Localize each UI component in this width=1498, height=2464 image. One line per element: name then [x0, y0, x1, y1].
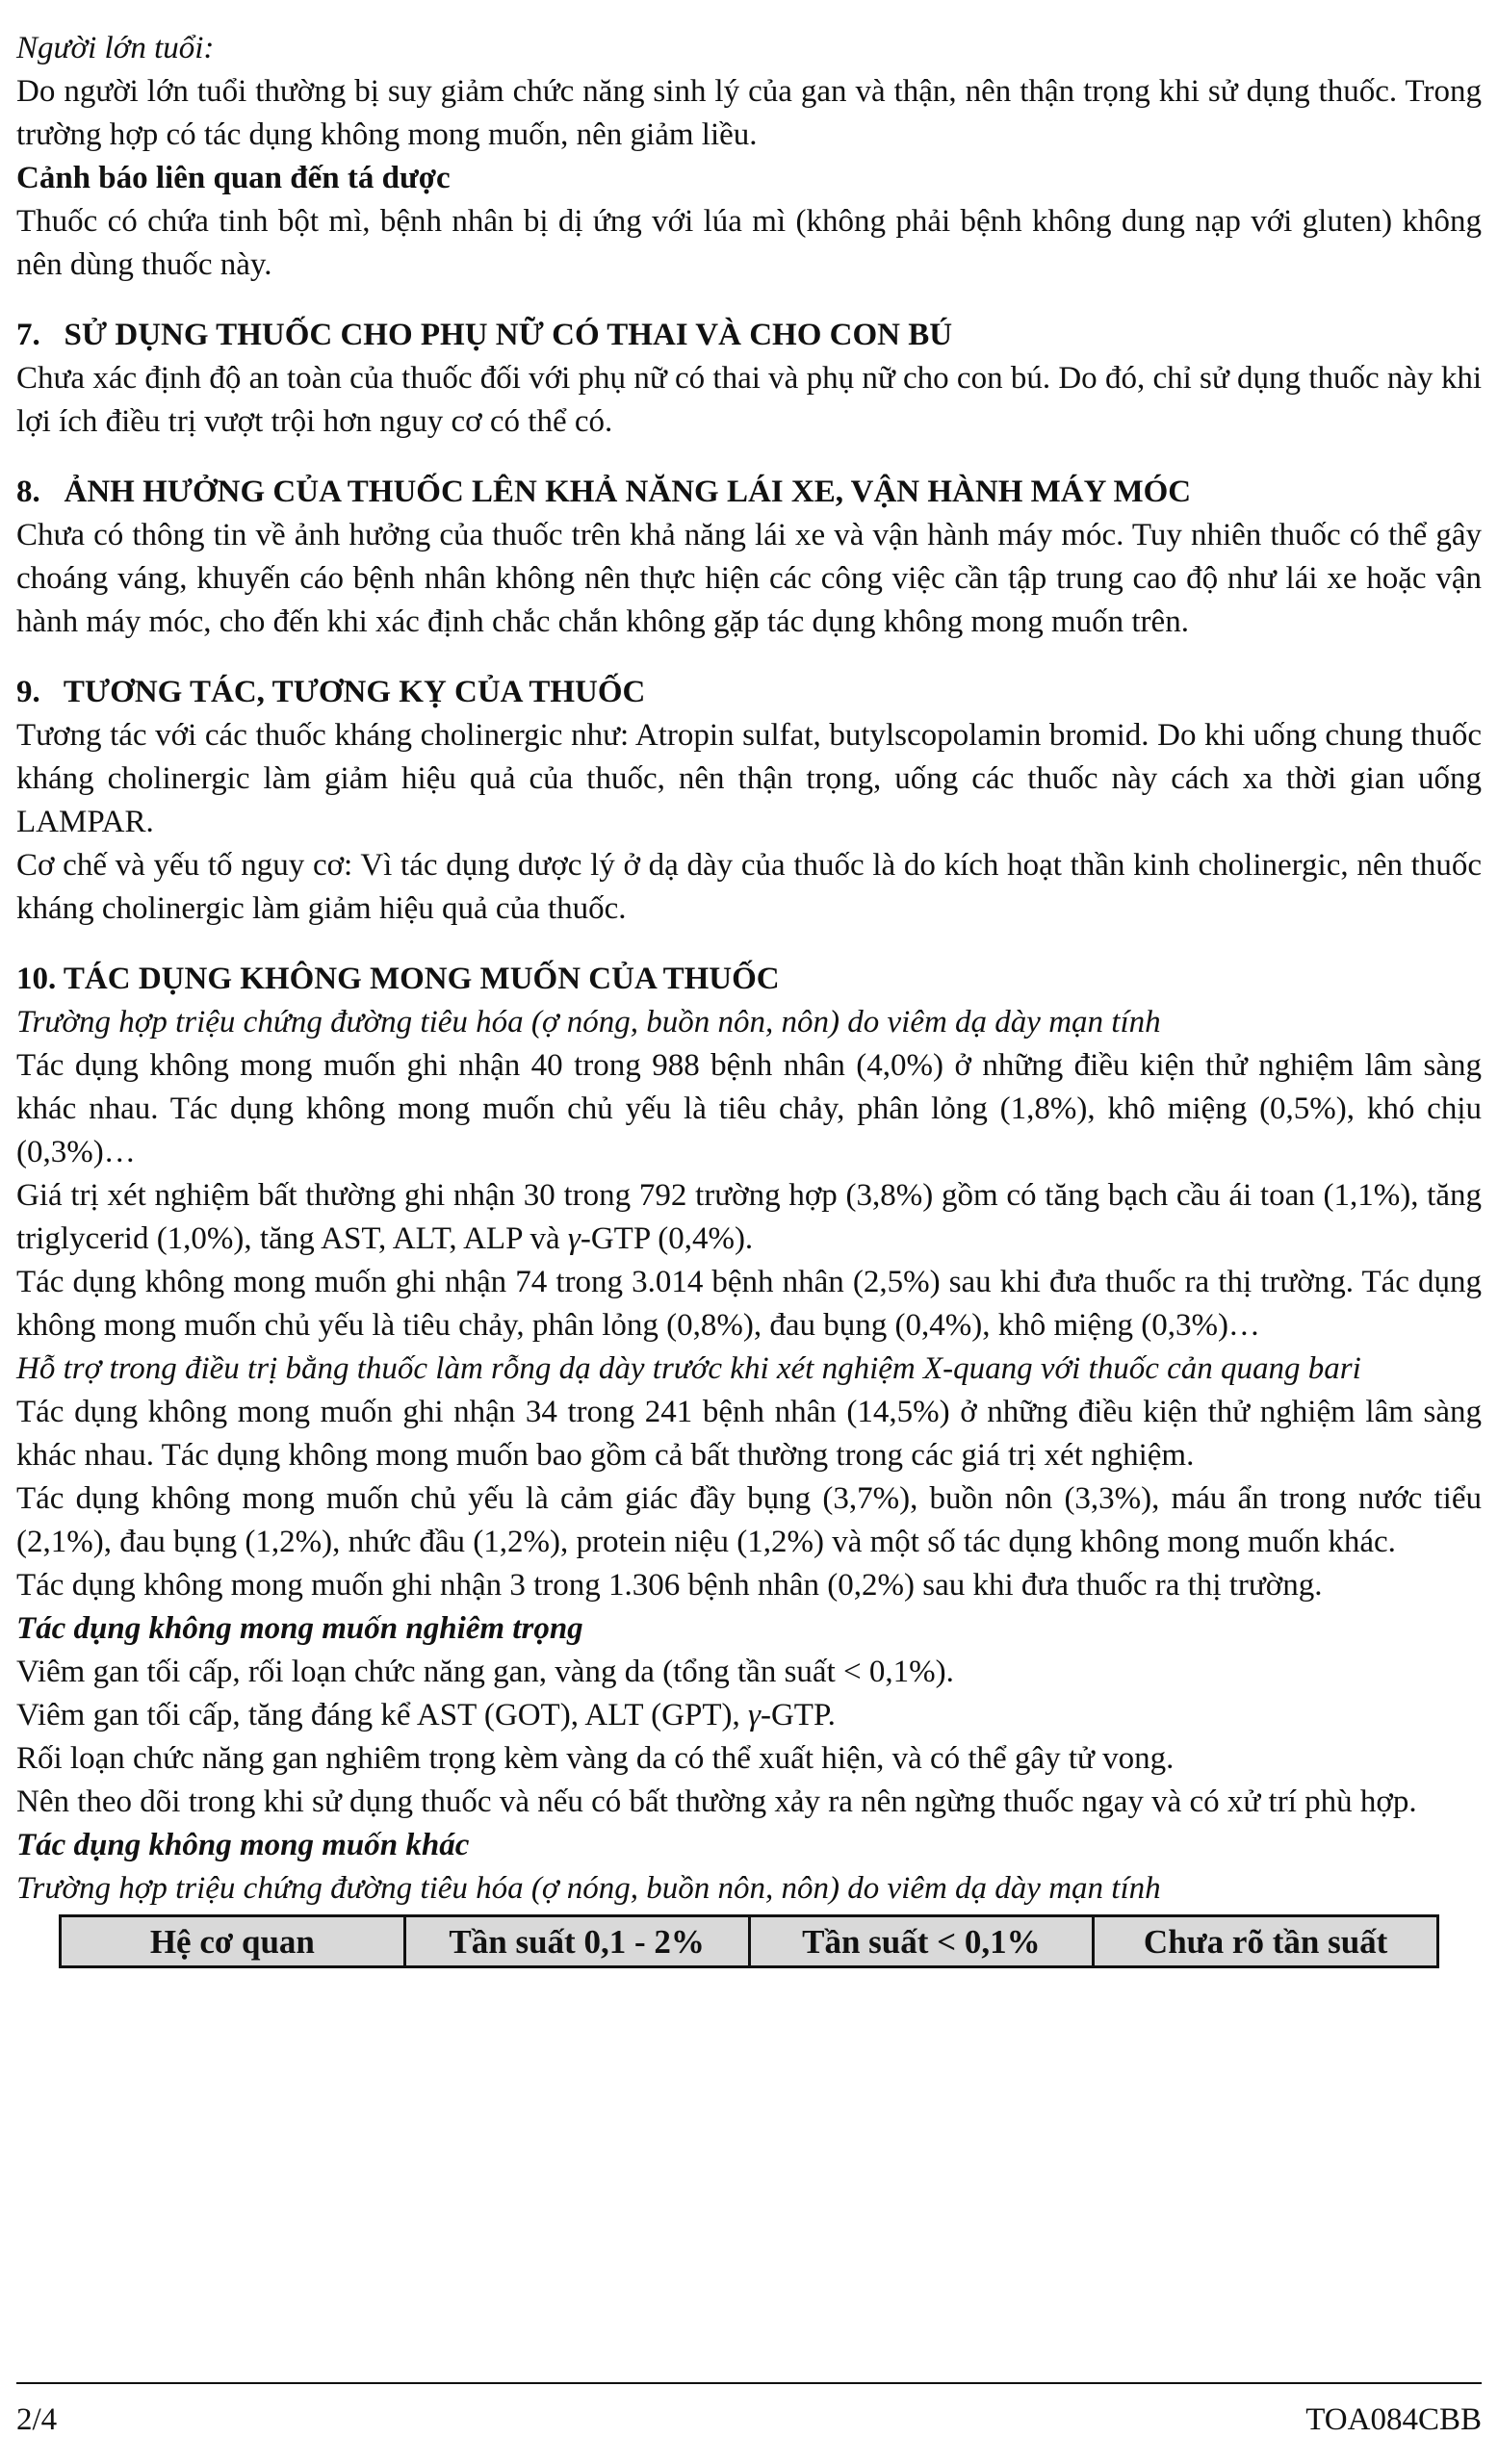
table-header-cell: Chưa rõ tần suất	[1094, 1916, 1438, 1967]
section-10-subheading-2: Hỗ trợ trong điều trị bằng thuốc làm rỗng dạ dày trước khi xét nghiệm X-quang với thuốc cản quang bari	[16, 1351, 1361, 1386]
table-header-row	[61, 1916, 1438, 1967]
section-10-para-4: Tác dụng không mong muốn ghi nhận 34 trong 241 bệnh nhân (14,5%) ở những điều kiện thử nghiệm lâm sàng khác nhau. Tác dụng không mong muốn bao gồm cả bất thường trong các giá trị xét nghiệm.	[16, 1395, 1482, 1473]
document-page	[16, 27, 1482, 1968]
frequency-table	[59, 1914, 1439, 1968]
section-9-text-2: Cơ chế và yếu tố nguy cơ: Vì tác dụng dược lý ở dạ dày của thuốc là do kích hoạt thần kinh cholinergic, nên thuốc kháng cholinergic làm giảm hiệu quả của thuốc.	[16, 848, 1482, 926]
gamma-symbol: γ	[747, 1698, 761, 1732]
table-header-cell: Hệ cơ quan	[61, 1916, 405, 1967]
section-10-para-5: Tác dụng không mong muốn chủ yếu là cảm giác đầy bụng (3,7%), buồn nôn (3,3%), máu ẩn trong nước tiểu (2,1%), đau bụng (1,2%), nhức đầu (1,2%), protein niệu (1,2%) và một số tác dụng không mong muốn khác.	[16, 1481, 1482, 1559]
serious-effect-4: Nên theo dõi trong khi sử dụng thuốc và nếu có bất thường xảy ra nên ngừng thuốc ngay và có xử trí phù hợp.	[16, 1784, 1417, 1819]
section-10-para-6: Tác dụng không mong muốn ghi nhận 3 trong 1.306 bệnh nhân (0,2%) sau khi đưa thuốc ra thị trường.	[16, 1568, 1323, 1603]
serious-effects-heading: Tác dụng không mong muốn nghiêm trọng	[16, 1611, 583, 1646]
section-9-heading: 9. TƯƠNG TÁC, TƯƠNG KỴ CỦA THUỐC	[16, 675, 646, 709]
serious-effect-2-text: Viêm gan tối cấp, tăng đáng kể AST (GOT), ALT (GPT),	[16, 1698, 748, 1732]
excipient-heading: Cảnh báo liên quan đến tá dược	[16, 161, 451, 195]
section-10-para-3: Tác dụng không mong muốn ghi nhận 74 trong 3.014 bệnh nhân (2,5%) sau khi đưa thuốc ra thị trường. Tác dụng không mong muốn chủ yếu là tiêu chảy, phân lỏng (0,8%), đau bụng (0,4%), khô miệng (0,3%)…	[16, 1265, 1482, 1343]
elderly-heading: Người lớn tuổi:	[16, 31, 215, 65]
serious-effect-3: Rối loạn chức năng gan nghiêm trọng kèm vàng da có thể xuất hiện, và có thể gây tử vong.	[16, 1741, 1175, 1776]
section-10-para-2	[16, 1174, 1482, 1261]
serious-effect-2	[16, 1694, 1482, 1737]
section-7-heading: 7. SỬ DỤNG THUỐC CHO PHỤ NỮ CÓ THAI VÀ CHO CON BÚ	[16, 318, 953, 352]
gamma-symbol: γ	[567, 1221, 581, 1256]
page-number: 2/4	[16, 2402, 58, 2437]
document-code: TOA084CBB	[1305, 2402, 1482, 2437]
section-10-subheading-1: Trường hợp triệu chứng đường tiêu hóa (ợ nóng, buồn nôn, nôn) do viêm dạ dày mạn tính	[16, 1005, 1161, 1040]
section-10-subheading-3: Trường hợp triệu chứng đường tiêu hóa (ợ nóng, buồn nôn, nôn) do viêm dạ dày mạn tính	[16, 1871, 1161, 1906]
section-8-heading: 8. ẢNH HƯỞNG CỦA THUỐC LÊN KHẢ NĂNG LÁI XE, VẬN HÀNH MÁY MÓC	[16, 475, 1192, 509]
table-header-cell: Tần suất < 0,1%	[749, 1916, 1094, 1967]
excipient-text: Thuốc có chứa tinh bột mì, bệnh nhân bị dị ứng với lúa mì (không phải bệnh không dung nạp với gluten) không nên dùng thuốc này.	[16, 204, 1482, 282]
section-10-heading: 10. TÁC DỤNG KHÔNG MONG MUỐN CỦA THUỐC	[16, 962, 780, 996]
elderly-text: Do người lớn tuổi thường bị suy giảm chức năng sinh lý của gan và thận, nên thận trọng khi sử dụng thuốc. Trong trường hợp có tác dụng không mong muốn, nên giảm liều.	[16, 74, 1482, 152]
footer-divider	[16, 2382, 1482, 2384]
table-header-cell: Tần suất 0,1 - 2%	[404, 1916, 749, 1967]
section-10-para-1: Tác dụng không mong muốn ghi nhận 40 trong 988 bệnh nhân (4,0%) ở những điều kiện thử nghiệm lâm sàng khác nhau. Tác dụng không mong muốn chủ yếu là tiêu chảy, phân lỏng (1,8%), khô miệng (0,5%), khó chịu (0,3%)…	[16, 1048, 1482, 1169]
section-9-text-1: Tương tác với các thuốc kháng cholinergic như: Atropin sulfat, butylscopolamin bromid. Do khi uống chung thuốc kháng cholinergic làm giảm hiệu quả của thuốc, nên thận trọng, uống các thuốc này cách xa thời gian uống LAMPAR.	[16, 718, 1482, 839]
section-7-text: Chưa xác định độ an toàn của thuốc đối với phụ nữ có thai và phụ nữ cho con bú. Do đó, chỉ sử dụng thuốc này khi lợi ích điều trị vượt trội hơn nguy cơ có thể có.	[16, 361, 1482, 439]
section-8-text: Chưa có thông tin về ảnh hưởng của thuốc trên khả năng lái xe và vận hành máy móc. Tuy nhiên thuốc có thể gây choáng váng, khuyến cáo bệnh nhân không nên thực hiện các công việc cần tập trung cao độ như lái xe hoặc vận hành máy móc, cho đến khi xác định chắc chắn không gặp tác dụng không mong muốn trên.	[16, 518, 1482, 639]
other-effects-heading: Tác dụng không mong muốn khác	[16, 1828, 470, 1862]
para-2-text: Giá trị xét nghiệm bất thường ghi nhận 30 trong 792 trường hợp (3,8%) gồm có tăng bạch cầu ái toan (1,1%), tăng triglycerid (1,0%), tăng AST, ALT, ALP và	[16, 1178, 1482, 1256]
serious-effect-2-tail: -GTP.	[760, 1698, 836, 1732]
serious-effect-1: Viêm gan tối cấp, rối loạn chức năng gan, vàng da (tổng tần suất < 0,1%).	[16, 1655, 954, 1689]
para-2-tail: -GTP (0,4%).	[580, 1221, 754, 1256]
